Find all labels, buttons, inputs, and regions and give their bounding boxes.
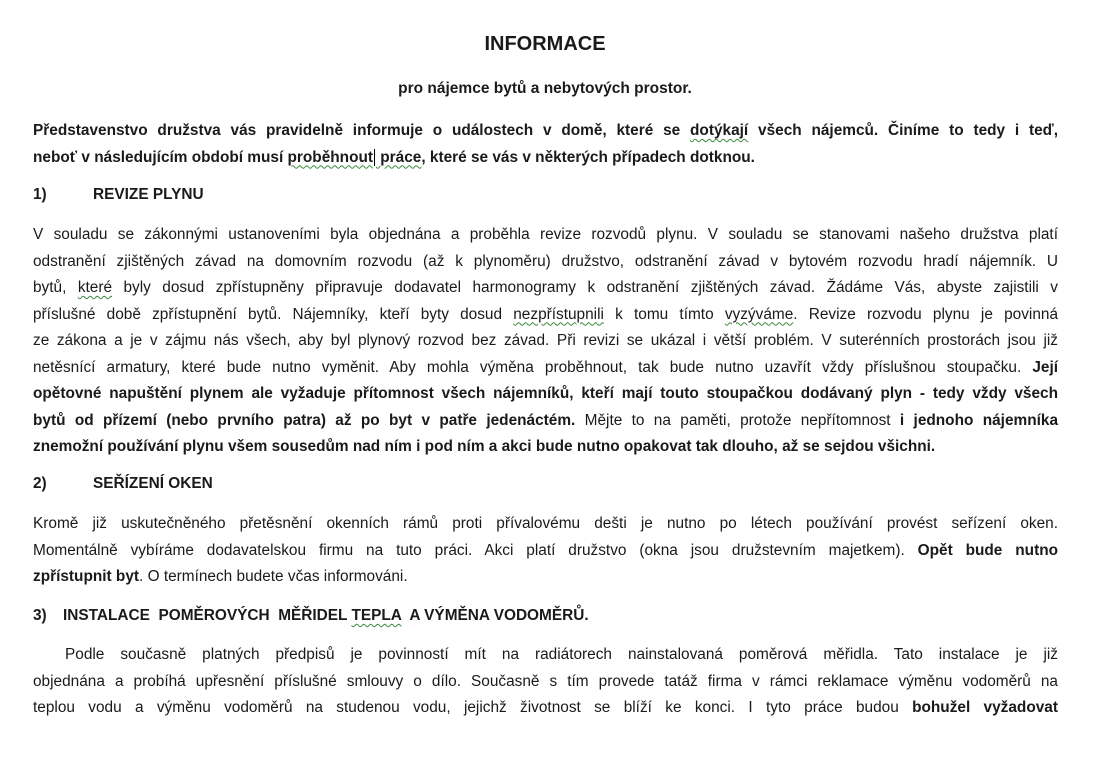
paragraph-line: Momentálně vybíráme dodavatelskou firmu na tuto práci. Akci platí družstvo (okna jsou družstevním majetkem). Opět bude nutno: [33, 541, 1058, 559]
paragraph-line: Kromě již uskutečněného přetěsnění okenních rámů proti přívalovému dešti je nutno po létech používání provést seřízení oken.: [33, 515, 1058, 532]
paragraph-line: zpřístupnit byt. O termínech budete včas informováni.: [33, 568, 408, 585]
paragraph-line: teplou vodu a výměnu vodoměrů na studenou vodu, jejichž životnost se blíží ke konci. I tyto práce budou bohužel vyžadovat: [33, 699, 1058, 716]
intro-line: Představenstvo družstva vás pravidelně informuje o událostech v domě, které se dotýkají všech nájemců. Činíme to tedy i teď,: [33, 122, 1059, 139]
section-heading: 1) REVIZE PLYNU: [33, 186, 204, 203]
paragraph-line: Podle současně platných předpisů je povinností mít na radiátorech nainstalovaná poměrová měřidla. Tato instalace je již: [65, 646, 1058, 663]
section1-paragraph: [33, 222, 1058, 461]
section-heading: 3) INSTALACE POMĚROVÝCH MĚŘIDEL TEPLA A VÝMĚNA VODOMĚRŮ.: [33, 607, 589, 624]
section-heading: 2) SEŘÍZENÍ OKEN: [33, 475, 213, 492]
document-title: INFORMACE: [484, 33, 606, 55]
paragraph-line: netěsnící armatury, které bude nutno vyměnit. Aby mohla výměna proběhnout, tak bude nutno uzavřít vždy příslušnou stoupačku. Její: [33, 358, 1058, 376]
text-cursor: [374, 149, 375, 166]
section2-paragraph: [33, 511, 1058, 591]
paragraph-line: ze zákona a je v zájmu nás všech, aby byl plynový rozvod bez závad. Při revizi se ukázal i větší problém. V suterénních prostorách jsou již: [33, 332, 1058, 349]
document-subtitle: pro nájemce bytů a nebytových prostor.: [398, 80, 692, 97]
paragraph-line: bytů od přízemí (nebo prvního patra) až po byt v patře jedenáctém. Mějte to na paměti, protože nepřítomnost i jednoho nájemníka: [33, 411, 1058, 429]
intro-line: neboť v následujícím období musí proběhnout práce, které se vás v některých případech dotknou.: [33, 148, 755, 166]
paragraph-line: V souladu se zákonnými ustanoveními byla objednána a proběhla revize rozvodů plynu. V souladu se stanovami našeho družstva platí: [33, 226, 1058, 243]
section3-paragraph: [33, 642, 1058, 722]
intro-paragraph: [33, 118, 1058, 171]
paragraph-line: bytů, které byly dosud zpřístupněny připravuje dodavatel harmonogramy k odstranění zjištěných závad. Žádáme Vás, abyste zajistili v: [33, 279, 1058, 296]
paragraph-line: odstranění zjištěných závad na domovním rozvodu (až k plynoměru) družstvo, odstranění závad v bytovém rozvodu hradí nájemník. U: [33, 252, 1058, 270]
paragraph-line: znemožní používání plynu všem sousedům nad ním i pod ním a akci bude nutno opakovat tak dlouho, až se sejdou všichni.: [33, 438, 936, 455]
paragraph-line: opětovné napuštění plynem ale vyžaduje přítomnost všech nájemníků, kteří mají touto stoupačkou dodávaný plyn - tedy vždy všech: [33, 385, 1058, 402]
paragraph-line: objednána a probíhá upřesnění příslušné smlouvy o dílo. Současně s tím provede tatáž firma v rámci reklamace výměnu vodoměrů na: [33, 672, 1058, 690]
paragraph-line: příslušné době zpřístupnění bytů. Nájemníky, kteří byty dosud nezpřístupnili k tomu tímto vyzýváme. Revize rozvodu plynu je povinná: [33, 305, 1058, 323]
